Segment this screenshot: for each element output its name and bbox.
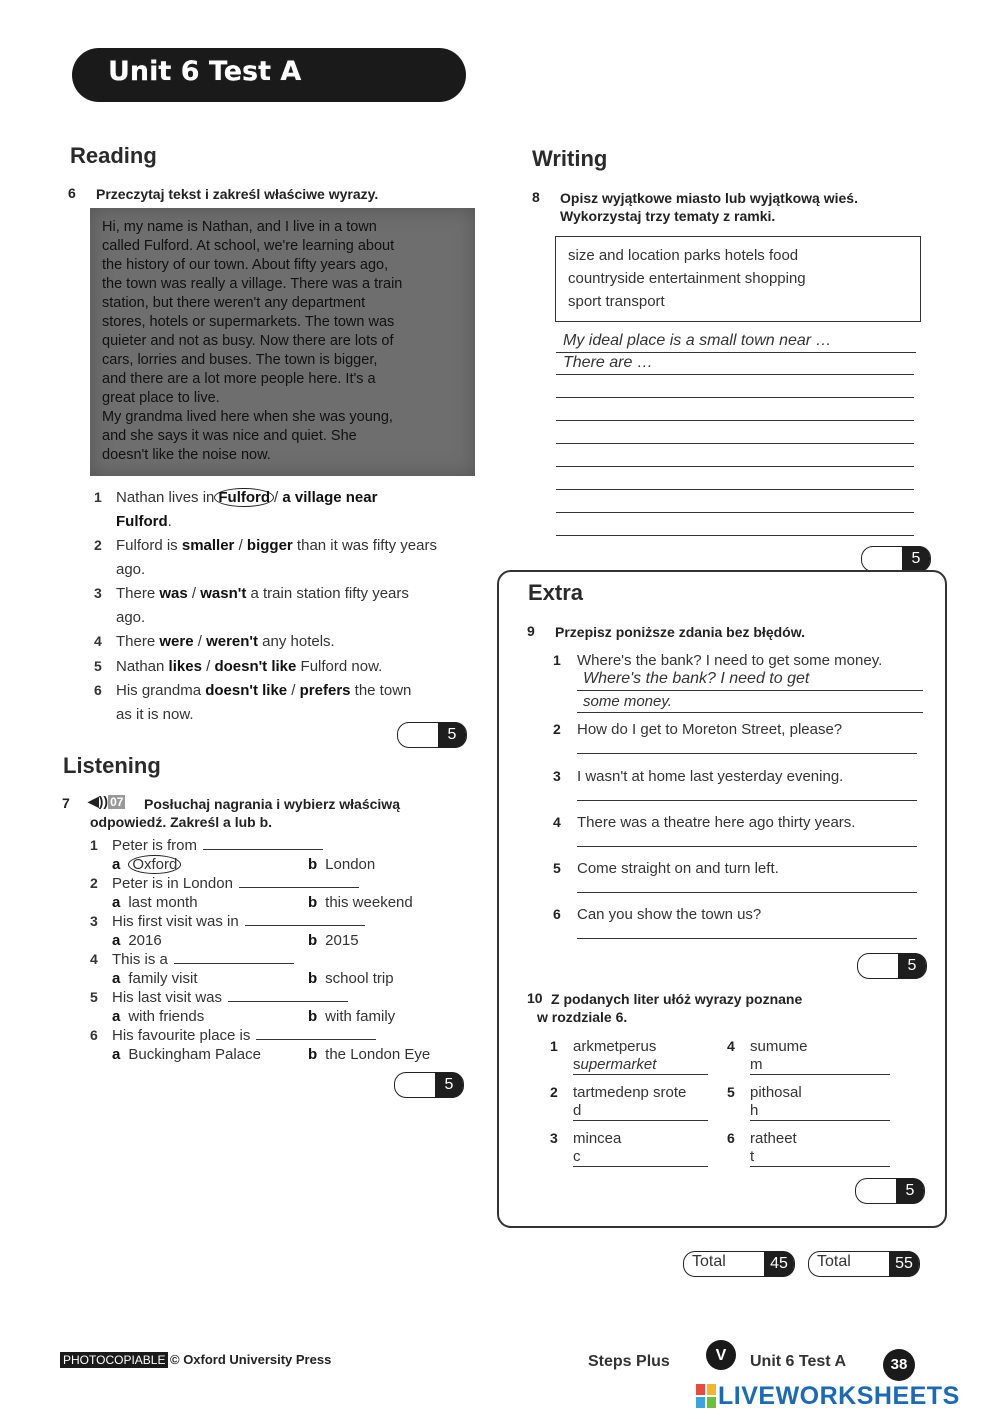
audio-icon[interactable]: ◀)) 07 xyxy=(88,793,124,809)
listening-question xyxy=(90,950,450,969)
answer-line[interactable] xyxy=(577,938,917,939)
reading-score-box[interactable] xyxy=(397,722,467,748)
listening-question xyxy=(90,912,450,931)
answer-line[interactable] xyxy=(239,876,359,888)
item-number: 3 xyxy=(94,585,102,601)
option-letter: b xyxy=(308,970,318,987)
q10-number: 10 xyxy=(527,990,543,1006)
option-b[interactable]: a village near xyxy=(282,489,378,506)
option-text: with friends xyxy=(128,1008,205,1025)
option-a[interactable] xyxy=(112,855,181,874)
item-text: any hotels. xyxy=(258,633,335,650)
option-letter: b xyxy=(308,894,318,911)
reading-item-cont xyxy=(94,607,484,630)
option-text: last month xyxy=(128,894,198,911)
reading-text-line: and she says it was nice and quiet. She xyxy=(102,428,357,444)
listening-options xyxy=(90,855,450,874)
item-number: 6 xyxy=(90,1027,98,1043)
answer-line[interactable] xyxy=(577,753,917,754)
q6-number: 6 xyxy=(68,185,76,201)
q10-item-number: 1 xyxy=(550,1038,558,1054)
q7-instruction-l1: Posłuchaj nagrania i wybierz właściwą xyxy=(144,796,400,812)
q10-item-number: 4 xyxy=(727,1038,735,1054)
item-number: 1 xyxy=(94,489,102,505)
reading-text-line: cars, lorries and buses. The town is bigger, xyxy=(102,352,378,368)
option-b[interactable]: bigger xyxy=(246,537,293,554)
item-number: 3 xyxy=(90,913,98,929)
writing-score: 5 xyxy=(902,546,930,572)
item-text: Fulford now. xyxy=(296,657,383,675)
answer-line[interactable] xyxy=(577,846,917,847)
q10-letters: mincea xyxy=(573,1130,622,1147)
q10-answer-line[interactable] xyxy=(573,1102,708,1121)
writing-example-1: My ideal place is a small town near … xyxy=(563,332,832,349)
reading-item xyxy=(94,486,484,510)
item-text: ago xyxy=(116,608,142,626)
option-separator: / xyxy=(187,585,201,602)
reading-text-box xyxy=(90,208,475,476)
option-letter: a xyxy=(112,1046,121,1063)
page-number: 38 xyxy=(883,1349,915,1381)
q10-answer-line[interactable] xyxy=(573,1148,708,1167)
item-number: 6 xyxy=(94,682,102,698)
item-text: His last visit was xyxy=(112,989,223,1006)
option-text: family visit xyxy=(128,970,198,987)
q10-answer-line[interactable] xyxy=(573,1056,708,1075)
q10-answer-line[interactable] xyxy=(750,1148,890,1167)
option-text: Oxford xyxy=(128,855,181,874)
reading-item xyxy=(94,679,484,703)
page-title: Unit 6 Test A xyxy=(108,56,302,87)
option-a[interactable]: was xyxy=(159,585,188,602)
item-text: than it was fifty years xyxy=(292,537,437,554)
option-a[interactable] xyxy=(112,1007,204,1026)
item-text: His grandma xyxy=(116,682,206,699)
option-text: Buckingham Palace xyxy=(128,1046,261,1063)
total-value: 45 xyxy=(764,1251,794,1277)
writing-heading: Writing xyxy=(532,146,608,171)
option-letter: b xyxy=(308,1046,318,1063)
q9-item-text: How do I get to Moreton Street, please? xyxy=(577,721,843,738)
listening-score: 5 xyxy=(435,1072,463,1098)
q10-score: 5 xyxy=(896,1178,924,1204)
q9-item-number: 5 xyxy=(553,860,561,876)
reading-text xyxy=(102,218,462,465)
option-separator: / xyxy=(274,489,283,506)
option-a[interactable]: likes xyxy=(168,657,202,675)
q9-item-text: Come straight on and turn left. xyxy=(577,860,779,877)
item-number: 2 xyxy=(90,875,98,891)
q10-hint: m xyxy=(750,1056,763,1073)
q10-hint: c xyxy=(573,1148,581,1165)
item-number: 4 xyxy=(94,633,102,649)
item-text: . xyxy=(167,512,172,530)
q9-item-number: 1 xyxy=(553,652,561,668)
reading-item-cont xyxy=(94,511,484,534)
listening-question xyxy=(90,836,450,855)
reading-text-line: stores, hotels or supermarkets. The town was xyxy=(102,314,395,330)
listening-heading: Listening xyxy=(63,753,161,778)
q10-answer: upermarket xyxy=(580,1056,657,1073)
option-a[interactable] xyxy=(112,931,162,950)
unit-label: Unit 6 Test A xyxy=(750,1353,847,1370)
reading-score: 5 xyxy=(438,722,466,748)
answer-line[interactable] xyxy=(577,690,923,691)
option-text: 2015 xyxy=(325,932,359,949)
reading-text-line: quieter and not as busy. Now there are lots of xyxy=(102,333,394,349)
option-b[interactable] xyxy=(308,1045,430,1064)
q10-item-number: 2 xyxy=(550,1084,558,1100)
reading-item xyxy=(94,655,484,679)
option-letter: a xyxy=(112,1008,121,1025)
answer-line[interactable] xyxy=(245,914,365,926)
answer-line[interactable] xyxy=(577,712,923,713)
q9-answer: Where's the bank? I need to get xyxy=(583,670,810,687)
option-letter: a xyxy=(112,970,121,987)
option-separator: / xyxy=(201,657,215,675)
item-number: 1 xyxy=(90,837,98,853)
q6-instruction: Przeczytaj tekst i zakreśl właściwe wyrazy. xyxy=(96,186,379,202)
q7-instruction-l2: odpowiedź. Zakreśl a lub b. xyxy=(90,814,273,830)
item-text: ago xyxy=(116,560,142,578)
answer-line[interactable] xyxy=(577,892,917,893)
answer-line[interactable] xyxy=(577,800,917,801)
listening-question xyxy=(90,874,450,893)
q10-instruction-l1: Z podanych liter ułóż wyrazy poznane xyxy=(551,991,803,1007)
q10-hint: d xyxy=(573,1102,582,1119)
writing-line[interactable] xyxy=(556,374,914,375)
answer-line[interactable] xyxy=(203,838,323,850)
series-label: Steps Plus xyxy=(588,1353,670,1370)
option-letter: a xyxy=(112,932,121,949)
reading-text-line: Hi, my name is Nathan, and I live in a town xyxy=(102,219,377,235)
option-b[interactable] xyxy=(308,855,375,874)
listening-question xyxy=(90,1026,450,1045)
q9-item-number: 6 xyxy=(553,906,561,922)
extra-heading: Extra xyxy=(528,580,584,605)
writing-line[interactable] xyxy=(556,466,914,467)
option-letter: a xyxy=(112,894,121,911)
option-a[interactable] xyxy=(112,1045,261,1064)
reading-items xyxy=(94,486,484,727)
reading-item xyxy=(94,534,484,558)
writing-line[interactable] xyxy=(556,397,914,398)
writing-line[interactable] xyxy=(556,443,914,444)
listening-options xyxy=(90,1007,450,1026)
publisher-label: © Oxford University Press xyxy=(170,1352,332,1367)
item-text: a train station fifty years xyxy=(246,585,409,602)
option-a[interactable]: Fulford xyxy=(214,488,274,507)
option-separator: / xyxy=(193,633,207,650)
option-text: 2016 xyxy=(128,932,162,949)
option-text: with family xyxy=(325,1008,396,1025)
option-b[interactable]: weren't xyxy=(206,633,258,650)
listening-options xyxy=(90,1045,450,1064)
listening-options xyxy=(90,893,450,912)
reading-text-line: the town was really a village. There was a train xyxy=(102,276,403,292)
item-text: . xyxy=(141,560,146,578)
answer-line[interactable] xyxy=(174,952,294,964)
reading-item xyxy=(94,630,484,654)
option-a[interactable] xyxy=(112,969,198,988)
item-text: as it is now xyxy=(116,705,190,723)
q10-instruction-l2: w rozdziale 6. xyxy=(537,1009,628,1025)
q9-number: 9 xyxy=(527,623,535,639)
topic-line-3: sport transport xyxy=(568,293,665,310)
q10-letters: pithosal xyxy=(750,1084,802,1101)
item-text: This is a xyxy=(112,951,168,968)
total-55-box[interactable] xyxy=(808,1251,920,1277)
q10-answer-line[interactable] xyxy=(750,1102,890,1121)
item-text: Fulford is xyxy=(116,537,182,554)
option-a[interactable]: doesn't like xyxy=(205,682,288,699)
item-text: Nathan lives in xyxy=(116,489,215,506)
reading-text-line: called Fulford. At school, we're learning about xyxy=(102,238,395,254)
option-b[interactable] xyxy=(308,969,394,988)
topic-word-box xyxy=(555,236,921,322)
q10-answer-line[interactable] xyxy=(750,1056,890,1075)
reading-text-line: and there are a lot more people here. It's a xyxy=(102,371,376,387)
reading-text-line: station, but there weren't any department xyxy=(102,295,366,311)
item-text: Fulford xyxy=(116,512,168,530)
reading-text-line: doesn't like the noise now. xyxy=(102,447,271,463)
q9-item-number: 3 xyxy=(553,768,561,784)
option-b[interactable]: doesn't like xyxy=(214,657,297,675)
option-text: the London Eye xyxy=(325,1046,431,1063)
item-number: 2 xyxy=(94,537,102,553)
q9-item-text: There was a theatre here ago thirty years. xyxy=(577,814,856,831)
q9-item-number: 2 xyxy=(553,721,561,737)
listening-options xyxy=(90,969,450,988)
q10-hint: t xyxy=(750,1148,755,1165)
total-value: 55 xyxy=(889,1251,919,1277)
reading-item xyxy=(94,582,484,606)
answer-line[interactable] xyxy=(256,1028,376,1040)
q9-instruction: Przepisz poniższe zdania bez błędów. xyxy=(555,624,805,640)
option-b[interactable]: wasn't xyxy=(200,585,247,602)
listening-question xyxy=(90,988,450,1007)
item-text: . xyxy=(141,608,146,626)
item-text: There xyxy=(116,633,160,650)
reading-item-cont xyxy=(94,559,484,582)
listening-score-box[interactable] xyxy=(394,1072,464,1098)
q10-item-number: 3 xyxy=(550,1130,558,1146)
option-separator: / xyxy=(287,682,300,699)
option-b[interactable] xyxy=(308,931,359,950)
reading-text-line: My grandma lived here when she was young, xyxy=(102,409,393,425)
writing-example-2: There are … xyxy=(563,354,653,371)
q10-item-number: 6 xyxy=(727,1130,735,1146)
q8-instruction-l1: Opisz wyjątkowe miasto lub wyjątkową wieś. xyxy=(560,190,858,206)
option-text: school trip xyxy=(325,970,394,987)
answer-line[interactable] xyxy=(228,990,348,1002)
q10-letters: ratheet xyxy=(750,1130,797,1147)
option-letter: a xyxy=(112,856,121,873)
q10-letters: sumume xyxy=(750,1038,808,1055)
q9-item-text: Can you show the town us? xyxy=(577,906,762,923)
item-text: Peter is from xyxy=(112,837,198,854)
writing-line[interactable] xyxy=(556,512,914,513)
level-badge: V xyxy=(706,1340,736,1370)
option-b[interactable] xyxy=(308,893,413,912)
item-text: His first visit was in xyxy=(112,913,239,930)
option-a[interactable] xyxy=(112,893,198,912)
liveworksheets-brand: LIVEWORKSHEETS xyxy=(718,1382,960,1410)
track-number: 07 xyxy=(110,795,124,809)
q10-letters: tartmedenp srote xyxy=(573,1084,687,1101)
q9-item-number: 4 xyxy=(553,814,561,830)
reading-heading: Reading xyxy=(70,143,157,168)
photocopiable-label: PHOTOCOPIABLE xyxy=(60,1352,168,1368)
q8-number: 8 xyxy=(532,189,540,205)
item-text: There xyxy=(116,585,160,602)
item-text: His favourite place is xyxy=(112,1027,251,1044)
listening-items xyxy=(90,836,450,1064)
writing-line-1[interactable] xyxy=(556,352,916,353)
q10-score-box[interactable] xyxy=(855,1178,925,1204)
item-number: 5 xyxy=(94,657,102,674)
topic-line-2: countryside entertainment shopping xyxy=(568,270,806,287)
reading-text-line: great place to live. xyxy=(102,390,220,406)
item-text: Peter is in London xyxy=(112,875,233,892)
option-text: London xyxy=(325,856,376,873)
q10-item-number: 5 xyxy=(727,1084,735,1100)
q9-item-text: I wasn't at home last yesterday evening. xyxy=(577,768,844,785)
q9-item-text: Where's the bank? I need to get some money. xyxy=(577,652,883,669)
q9-answer: some money. xyxy=(583,693,672,710)
option-text: this weekend xyxy=(325,894,413,911)
q10-letters: arkmetperus xyxy=(573,1038,657,1055)
item-number: 5 xyxy=(90,989,98,1005)
writing-line[interactable] xyxy=(556,535,914,536)
topic-line-1: size and location parks hotels food xyxy=(568,247,799,264)
writing-score-box[interactable] xyxy=(861,546,931,572)
total-label: Total xyxy=(817,1253,851,1270)
option-separator: / xyxy=(234,537,247,554)
item-text: the town xyxy=(350,682,412,699)
option-b[interactable]: prefers xyxy=(299,682,351,699)
item-number: 4 xyxy=(90,951,98,967)
q7-number: 7 xyxy=(62,795,70,811)
item-text: . xyxy=(189,705,194,723)
q9-score: 5 xyxy=(898,953,926,979)
total-label: Total xyxy=(692,1253,726,1270)
option-a[interactable]: smaller xyxy=(181,537,235,554)
q10-hint: h xyxy=(750,1102,759,1119)
option-b[interactable] xyxy=(308,1007,395,1026)
option-letter: b xyxy=(308,1008,318,1025)
liveworksheets-logo-icon xyxy=(696,1384,716,1408)
reading-text-line: the history of our town. About fifty years ago, xyxy=(102,257,389,273)
writing-line[interactable] xyxy=(556,489,914,490)
total-45-box[interactable] xyxy=(683,1251,795,1277)
writing-line[interactable] xyxy=(556,420,914,421)
option-a[interactable]: were xyxy=(159,633,194,650)
q9-score-box[interactable] xyxy=(857,953,927,979)
option-letter: b xyxy=(308,932,318,949)
listening-options xyxy=(90,931,450,950)
q10-hint: s xyxy=(573,1056,581,1073)
q8-instruction-l2: Wykorzystaj trzy tematy z ramki. xyxy=(560,208,776,224)
option-letter: b xyxy=(308,856,318,873)
item-text: Nathan xyxy=(116,657,169,675)
